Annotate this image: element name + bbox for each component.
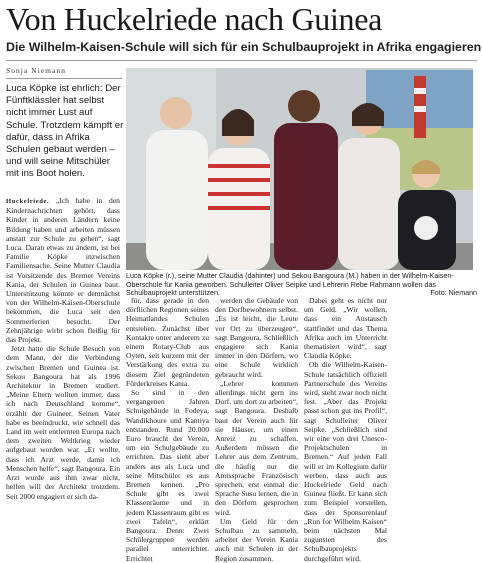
column-2-paragraph: So sind in den vergangenen Jahren Schulgebäude in Fodeya, Wandikhoure und Kantiya entstanden. Rund 20.000 Euro braucht der Verein, um ein Schulgebäude zu errichten. Das sieht aber anders aus als Luca und seine Mitschüler es aus Bremen kennen. „Pro Schule gibt es zwei Klassenräume und in jedem Klassenraum gibt es zwei Tafeln“, erklärt Bangoura. Denn: Zwei Schülergruppen werden parallel unterrichtet. Errichtet (126, 388, 209, 563)
column-3-paragraph: werden die Gebäude von den Dorfbewohnern selbst. „Es ist leicht, die Leute vor Ort zu überzeugen“, sagt Bangoura. Schließlich engagiere sich Kania immer in den Dörfern, wo eine Schule wirklich gebraucht wird. (215, 296, 298, 379)
article-photo (126, 68, 473, 270)
photo-credit: Foto: Niemann (430, 289, 477, 298)
column-4-paragraph: Dabei geht es nicht nur um Geld. „Wir wollen, dass ein Austausch stattfindet und das Thema Afrika auch im Unterricht thematisiert wird“, sagt Claudia Köpke. (304, 296, 387, 361)
column-1-paragraph: Ich habe in den Kindernachrichten gehört, dass Kinder in anderen Ländern keine Bildung haben und arbeiten müssen anstatt zur Schule zu gehen“, sagt Luca. Daran etwas zu ändern, ist bei Familie Köpke inzwischen Familiensache. Seine Mutter Claudia ist Vorsitzende des Bremer Vereins Kania, der Schulen in Guinea baut. Unterstützung könnte er demnächst von der Wilhelm-Kaisen-Oberschule bekommen, die Luca seit den Sommerferien besucht. Der Zehnjährige wirbt schon fleißig für das Projekt. (6, 196, 120, 345)
article-column-2 (126, 296, 209, 563)
article-column-1: Huckelriede. „Ich habe in den Kindernachrichten gehört, dass Kinder in anderen Ländern keine Bildung haben und arbeiten müssen anstatt zur Schule zu gehen“, sagt Luca. Daran etwas zu ändern, ist bei Familie Köpke inzwischen Familiensache. Seine Mutter Claudia ist Vorsitzende des Bremer Vereins Kania, der Schulen in Guinea baut. Unterstützung könnte er demnächst von der Wilhelm-Kaisen-Oberschule bekommen, die Luca seit den Sommerferien besucht. Der Zehnjährige wirbt schon fleißig für das Projekt. Jetzt hatte die Schule Besuch von dem Mann, der die Verbindung zwischen Bremen und Guinea ist. Sekou Bangoura hat als 1996 Architektur in Bremen studiert. „Meine Eltern wollten immer, dass ich nach Deutschland komme“, erzählt der Guineer. Seinen Vater habe es beeindruckt, wie schnell das Land im weit entfernten Europa nach dem zweiten Weltkrieg wieder aufgebaut worden war. „Er wollte, dass ich Arzt werde, damit ich Menschen helfe“, sagt Bangoura. Ein Arzt wurde aus ihm zwar nicht, helfen will der Architekt trotzdem. Seit 2000 engagiert er sich da- (6, 196, 120, 501)
author-byline: Sonja Niemann (6, 66, 67, 75)
column-3-paragraph: „Lehrer kommen allerdings nicht gern ins Dorf, um dort zu arbeiten“, sagt Bangoura. Deshalb baut der Verein auch für sie Häuser, um einen Anreiz zu schaffen. Außerdem müssen die Lehrer aus dem Zentrum, die häufig nur die Amtssprache Französisch sprechen, erst einmal die Sprache Susu lernen, die in den Dörfern gesprochen wird. (215, 378, 298, 517)
column-1-paragraph: Jetzt hatte die Schule Besuch von dem Mann, der die Verbindung zwischen Bremen und Guinea ist. Sekou Bangoura hat als 1996 Architektur in Bremen studiert. „Meine Eltern wollten immer, dass ich nach Deutschland komme“, erzählt der Guineer. Seinen Vater habe es beeindruckt, wie schnell das Land im weit entfernten Europa nach dem zweiten Weltkrieg wieder aufgebaut worden war. „Er wollte, dass ich Arzt werde, damit ich Menschen helfe“, sagt Bangoura. Ein Arzt wurde aus ihm zwar nicht, helfen will der Architekt trotzdem. Seit 2000 engagiert er sich da- (6, 344, 120, 501)
article-headline: Von Huckelriede nach Guinea (6, 1, 383, 37)
photo-caption (126, 272, 477, 298)
divider (6, 60, 477, 61)
article-column-3 (215, 296, 298, 563)
column-4-paragraph: Ob die Wilhelm-Kaisen-Schule tatsächlich offiziell Partnerschule des Vereins wird, steht zwar noch nicht fest. „Aber das Projekt passt schon gut ins Profil“, sagt Schulleiter Oliver Seipke. „Schließlich sind wir eine von drei Unesco-Projektschulen in Bremen.“ Auf jeden Fall will er im Kollegium dafür werben, dass auch aus Huckelriede Geld nach Guinea fließt. Er kann sich zum Beispiel vorstellen, dass der Sponsorenlauf „Run for Wilhelm Kaisen“ beim nächsten Mal zugunsten des Schulbauprojekts durchgeführt wird. (304, 360, 387, 563)
group-photo-image (126, 68, 473, 270)
caption-text: Luca Köpke (r.), seine Mutter Claudia (dahinter) und Sekou Bangoura (M.) haben in der Wilhelm-Kaisen-Oberschule für Kania geworben. Schulleiter Oliver Seipke und Lehrerin Rebe Rahmann wollen das Schulbauprojekt unterstützen. (126, 272, 454, 298)
article-subheadline: Die Wilhelm-Kaisen-Schule will sich für ein Schulbauprojekt in Afrika engagieren (6, 40, 482, 54)
dateline: Huckelriede. (6, 198, 50, 205)
article-column-4 (304, 296, 387, 563)
article-intro: Luca Köpke ist ehrlich: Der Fünftklässler hat selbst nicht immer Lust auf Schule. Trotzdem kämpft er dafür, dass in Afrika Schulen gebaut werden – und will seine Mitschüler mit ins Boot holen. (6, 83, 124, 180)
divider (6, 78, 122, 79)
column-2-paragraph: für, dass gerade in den dörflichen Regionen seines Heimatlandes Schulen entstehen. Zunächst über Kontakte unter anderem zu einem Rotary-Club aus Oyten, seit kurzem mit der Verstärkung des extra zu diesem Ziel gegründeten Förderkreises Kania. (126, 296, 209, 388)
column-3-paragraph: Um Geld für den Schulbau zu sammeln, arbeitet der Verein Kania auch mit Schulen in der Region zusammen. (215, 516, 298, 563)
